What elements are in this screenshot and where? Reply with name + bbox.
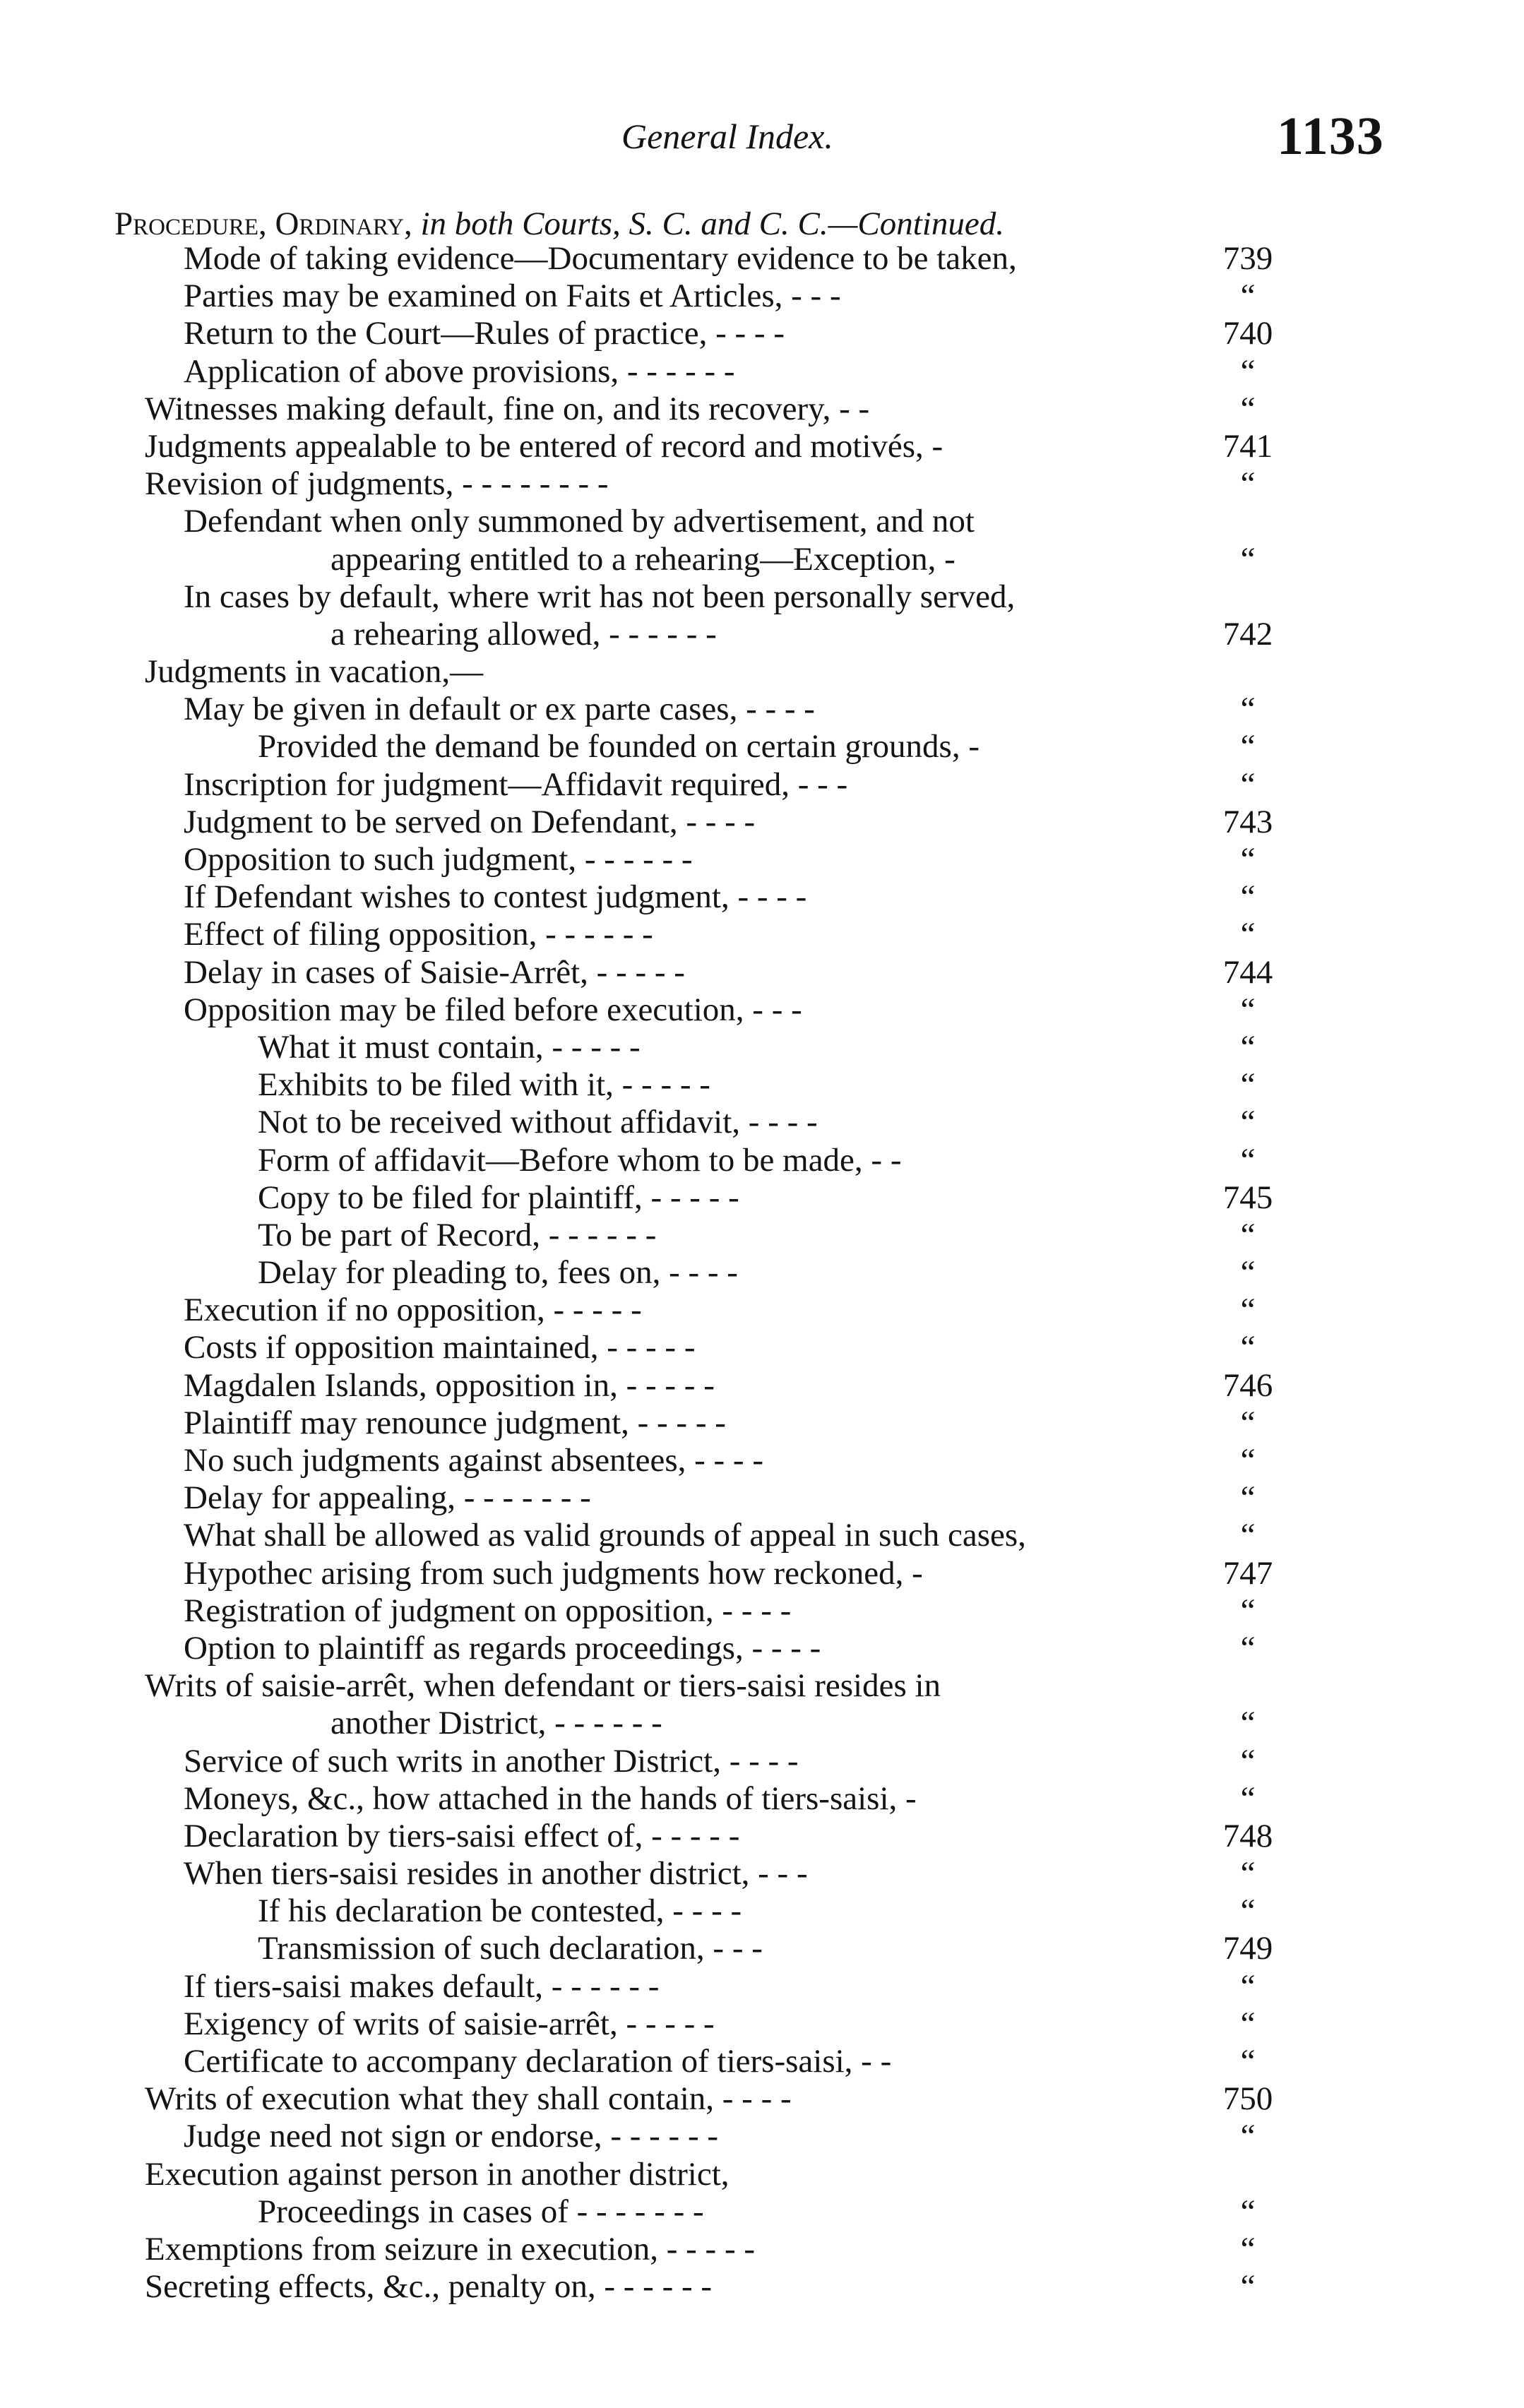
- entry-page-ref: “: [1240, 2005, 1256, 2042]
- entry-text: Service of such writs in another District, - - - -: [184, 1742, 799, 1780]
- entry-page-ref: “: [1240, 1028, 1256, 1066]
- index-entry: [0, 691, 1524, 728]
- entry-text: In cases by default, where writ has not been personally served,: [184, 578, 1016, 615]
- entry-page-ref: 742: [1222, 615, 1273, 652]
- entry-page-ref: “: [1240, 878, 1256, 916]
- entry-page-ref: “: [1240, 278, 1256, 315]
- index-entry: [0, 2043, 1524, 2080]
- entry-text: Exemptions from seizure in execution, - - - - -: [145, 2230, 755, 2267]
- index-entry: [0, 503, 1524, 540]
- entry-page-ref: “: [1240, 765, 1256, 803]
- entry-text: If Defendant wishes to contest judgment, - - - -: [184, 878, 807, 916]
- index-entry: [0, 1066, 1524, 1104]
- index-entry: [0, 1292, 1524, 1329]
- index-entries: [0, 240, 1524, 2306]
- index-entry: [0, 1667, 1524, 1705]
- entry-text: If tiers-saisi makes default, - - - - - -: [184, 1967, 660, 2005]
- entry-page-ref: “: [1240, 691, 1256, 728]
- entry-text: Exhibits to be filed with it, - - - - -: [258, 1066, 710, 1104]
- entry-page-ref: “: [1240, 1254, 1256, 1292]
- entry-text: Magdalen Islands, opposition in, - - - - -: [184, 1366, 715, 1404]
- index-entry: [0, 766, 1524, 804]
- entry-page-ref: “: [1240, 1517, 1256, 1554]
- entry-page-ref: “: [1240, 540, 1256, 578]
- entry-page-ref: “: [1240, 1967, 1256, 2005]
- entry-text: If his declaration be contested, - - - -: [258, 1893, 742, 1930]
- entry-text: Declaration by tiers-saisi effect of, - - - - -: [184, 1817, 740, 1854]
- entry-page-ref: “: [1240, 1893, 1256, 1930]
- index-entry: [0, 428, 1524, 465]
- entry-page-ref: “: [1240, 1141, 1256, 1179]
- index-entry: [0, 1818, 1524, 1855]
- entry-page-ref: “: [1240, 2268, 1256, 2306]
- entry-text: Opposition may be filed before execution, - - -: [184, 991, 802, 1028]
- entry-page-ref: “: [1240, 728, 1256, 765]
- index-entry: [0, 804, 1524, 841]
- index-entry: [0, 2193, 1524, 2231]
- index-entry: [0, 954, 1524, 991]
- entry-text: Return to the Court—Rules of practice, - - - -: [184, 315, 785, 352]
- entry-page-ref: 740: [1222, 315, 1273, 352]
- entry-text: Copy to be filed for plaintiff, - - - - -: [258, 1179, 739, 1216]
- index-entry: [0, 1705, 1524, 1742]
- entry-text: Writs of saisie-arrêt, when defendant or tiers-saisi resides in: [145, 1667, 941, 1705]
- index-entry: [0, 465, 1524, 503]
- section-heading: [114, 205, 1004, 243]
- index-entry: [0, 653, 1524, 691]
- index-entry: [0, 1555, 1524, 1592]
- entry-text: Registration of judgment on opposition, - - - -: [184, 1592, 792, 1629]
- entry-page-ref: 741: [1222, 427, 1273, 465]
- entry-text: Opposition to such judgment, - - - - - -: [184, 841, 693, 878]
- index-entry: [0, 1029, 1524, 1066]
- index-entry: [0, 2080, 1524, 2118]
- entry-page-ref: “: [1240, 1066, 1256, 1104]
- entry-page-ref: “: [1240, 916, 1256, 953]
- entry-text: Inscription for judgment—Affidavit required, - - -: [184, 765, 848, 803]
- entry-page-ref: 745: [1222, 1179, 1273, 1216]
- entry-text: Mode of taking evidence—Documentary evidence to be taken,: [184, 240, 1017, 277]
- index-entry: [0, 2005, 1524, 2043]
- entry-page-ref: 749: [1222, 1930, 1273, 1967]
- entry-text: Effect of filing opposition, - - - - - -: [184, 916, 653, 953]
- entry-text: Hypothec arising from such judgments how reckoned, -: [184, 1554, 923, 1592]
- entry-text: Provided the demand be founded on certain grounds, -: [258, 728, 980, 765]
- index-entry: [0, 1479, 1524, 1517]
- entry-text: Delay for pleading to, fees on, - - - -: [258, 1254, 738, 1292]
- entry-page-ref: “: [1240, 2043, 1256, 2080]
- entry-text: a rehearing allowed, - - - - - -: [331, 615, 717, 652]
- index-entry: [0, 916, 1524, 953]
- section-heading-italic: in both Courts, S. C. and C. C.—Continued.: [420, 205, 1004, 242]
- entry-text: appearing entitled to a rehearing—Exception, -: [331, 540, 956, 578]
- index-entry: [0, 1405, 1524, 1442]
- entry-text: Execution against person in another district,: [145, 2155, 730, 2193]
- entry-text: Option to plaintiff as regards proceedings, - - - -: [184, 1629, 821, 1667]
- index-entry: [0, 2156, 1524, 2193]
- index-entry: [0, 728, 1524, 765]
- entry-text: What shall be allowed as valid grounds of appeal in such cases,: [184, 1517, 1026, 1554]
- index-entry: [0, 353, 1524, 391]
- entry-text: Witnesses making default, fine on, and its recovery, - -: [145, 390, 870, 427]
- entry-text: Judgment to be served on Defendant, - - - -: [184, 803, 756, 840]
- entry-page-ref: “: [1240, 841, 1256, 878]
- entry-page-ref: 739: [1222, 240, 1273, 277]
- index-entry: [0, 1367, 1524, 1405]
- entry-text: What it must contain, - - - - -: [258, 1028, 641, 1066]
- index-entry: [0, 841, 1524, 878]
- entry-text: Defendant when only summoned by advertisement, and not: [184, 503, 975, 540]
- index-entry: [0, 1442, 1524, 1479]
- index-entry: [0, 1592, 1524, 1630]
- index-entry: [0, 240, 1524, 278]
- index-entry: [0, 991, 1524, 1029]
- entry-text: another District, - - - - - -: [331, 1705, 662, 1742]
- index-entry: [0, 541, 1524, 578]
- entry-text: Form of affidavit—Before whom to be made, - -: [258, 1141, 902, 1179]
- entry-page-ref: “: [1240, 465, 1256, 503]
- section-heading-lead: Procedure, Ordinary,: [114, 205, 412, 242]
- index-entry: [0, 391, 1524, 428]
- entry-text: To be part of Record, - - - - - -: [258, 1216, 657, 1253]
- index-entry: [0, 315, 1524, 352]
- index-entry: [0, 1142, 1524, 1179]
- entry-text: Revision of judgments, - - - - - - - -: [145, 465, 609, 503]
- entry-text: Proceedings in cases of - - - - - - -: [258, 2193, 704, 2230]
- entry-page-ref: “: [1240, 1292, 1256, 1329]
- index-entry: [0, 1630, 1524, 1667]
- entry-page-ref: “: [1240, 1592, 1256, 1629]
- entry-text: Parties may be examined on Faits et Articles, - - -: [184, 278, 841, 315]
- entry-text: Judge need not sign or endorse, - - - - - -: [184, 2118, 719, 2155]
- index-entry: [0, 1217, 1524, 1254]
- entry-text: When tiers-saisi resides in another district, - - -: [184, 1855, 808, 1893]
- entry-page-ref: 748: [1222, 1817, 1273, 1854]
- entry-page-ref: “: [1240, 2230, 1256, 2267]
- index-entry: [0, 1179, 1524, 1217]
- index-entry: [0, 1329, 1524, 1366]
- entry-page-ref: 743: [1222, 803, 1273, 840]
- entry-text: Moneys, &c., how attached in the hands of tiers-saisi, -: [184, 1780, 917, 1817]
- entry-page-ref: “: [1240, 352, 1256, 390]
- entry-page-ref: “: [1240, 1780, 1256, 1817]
- entry-page-ref: 747: [1222, 1554, 1273, 1592]
- index-entry: [0, 1968, 1524, 2005]
- page-number: 1133: [1277, 107, 1384, 166]
- entry-text: Costs if opposition maintained, - - - - -: [184, 1329, 696, 1366]
- entry-page-ref: 744: [1222, 953, 1273, 991]
- entry-text: Execution if no opposition, - - - - -: [184, 1292, 642, 1329]
- index-entry: [0, 2231, 1524, 2268]
- entry-text: Writs of execution what they shall contain, - - - -: [145, 2080, 792, 2118]
- entry-page-ref: “: [1240, 991, 1256, 1028]
- entry-page-ref: “: [1240, 390, 1256, 427]
- entry-page-ref: “: [1240, 1479, 1256, 1517]
- entry-page-ref: “: [1240, 1742, 1256, 1780]
- index-entry: [0, 578, 1524, 616]
- entry-text: Transmission of such declaration, - - -: [258, 1930, 763, 1967]
- index-entry: [0, 2118, 1524, 2155]
- entry-page-ref: “: [1240, 1629, 1256, 1667]
- index-entry: [0, 278, 1524, 315]
- entry-text: Application of above provisions, - - - - - -: [184, 352, 735, 390]
- index-entry: [0, 1517, 1524, 1554]
- entry-page-ref: “: [1240, 1216, 1256, 1253]
- entry-text: Plaintiff may renounce judgment, - - - - -: [184, 1404, 726, 1441]
- entry-text: Delay for appealing, - - - - - - -: [184, 1479, 591, 1517]
- index-entry: [0, 616, 1524, 653]
- entry-page-ref: “: [1240, 1442, 1256, 1479]
- entry-text: Judgments in vacation,—: [145, 653, 484, 691]
- index-entry: [0, 1780, 1524, 1818]
- index-entry: [0, 1893, 1524, 1930]
- entry-page-ref: “: [1240, 2193, 1256, 2230]
- entry-page-ref: “: [1240, 1404, 1256, 1441]
- entry-text: Judgments appealable to be entered of record and motivés, -: [145, 427, 943, 465]
- entry-page-ref: “: [1240, 1329, 1256, 1366]
- entry-page-ref: 746: [1222, 1366, 1273, 1404]
- entry-page-ref: “: [1240, 1705, 1256, 1742]
- entry-text: Exigency of writs of saisie-arrêt, - - - - -: [184, 2005, 715, 2042]
- index-entry: [0, 1743, 1524, 1780]
- entry-text: May be given in default or ex parte cases, - - - -: [184, 691, 815, 728]
- entry-page-ref: 750: [1222, 2080, 1273, 2118]
- entry-text: No such judgments against absentees, - - - -: [184, 1442, 763, 1479]
- index-entry: [0, 1930, 1524, 1967]
- index-entry: [0, 1855, 1524, 1893]
- page-header: [0, 106, 1524, 169]
- index-entry: [0, 1104, 1524, 1141]
- index-entry: [0, 878, 1524, 916]
- entry-text: Secreting effects, &c., penalty on, - - - - - -: [145, 2268, 713, 2306]
- entry-text: Certificate to accompany declaration of tiers-saisi, - -: [184, 2043, 892, 2080]
- entry-page-ref: “: [1240, 1104, 1256, 1141]
- entry-text: Not to be received without affidavit, - - - -: [258, 1104, 818, 1141]
- index-entry: [0, 2268, 1524, 2306]
- entry-text: Delay in cases of Saisie-Arrêt, - - - - -: [184, 953, 685, 991]
- index-entry: [0, 1254, 1524, 1292]
- entry-page-ref: “: [1240, 2118, 1256, 2155]
- running-title: General Index.: [621, 117, 833, 156]
- entry-page-ref: “: [1240, 1855, 1256, 1893]
